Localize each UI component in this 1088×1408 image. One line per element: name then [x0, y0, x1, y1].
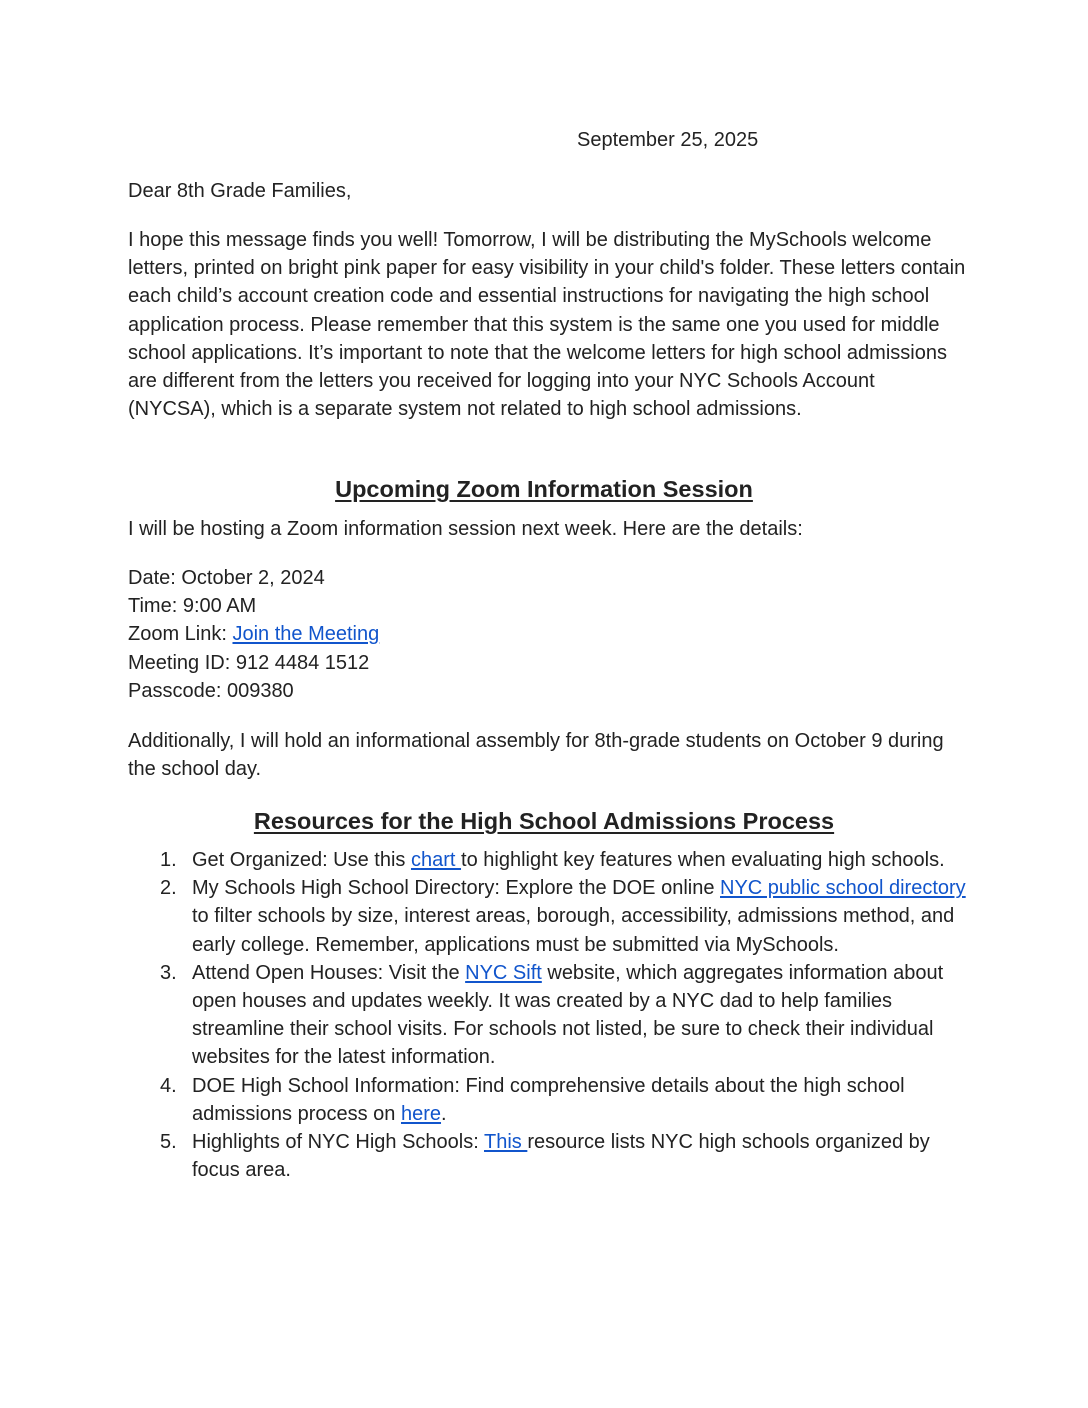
list-item-text: to filter schools by size, interest areas, borough, accessibility, admissions method, and early college. Remember, applications must be submitted via MySchools.: [192, 905, 955, 956]
resources-section-heading: Resources for the High School Admissions Process: [253, 808, 835, 834]
list-item: [128, 1072, 968, 1128]
meeting-link-label: Zoom Link:: [128, 623, 233, 646]
list-item-text: to highlight key features when evaluating high schools.: [461, 849, 945, 871]
list-item-number: 1.: [160, 849, 177, 871]
list-item-number: 3.: [160, 961, 177, 984]
list-item: [128, 959, 968, 1072]
meeting-time: Time: 9:00 AM: [128, 595, 257, 618]
doe-info-link[interactable]: here: [400, 1102, 442, 1125]
chart-link[interactable]: chart: [410, 849, 462, 871]
list-item-text: Highlights of NYC High Schools:: [192, 1131, 484, 1154]
list-item-text: resource lists NYC high schools organized by focus area.: [192, 1131, 930, 1182]
zoom-intro-text: I will be hosting a Zoom information session next week. Here are the details:: [128, 518, 803, 540]
list-item-text: My Schools High School Directory: Explore the DOE online: [192, 877, 721, 900]
salutation: Dear 8th Grade Families,: [128, 180, 352, 202]
list-item-text: Attend Open Houses: Visit the: [192, 961, 466, 984]
list-item-number: 2.: [160, 877, 177, 900]
letter-date: September 25, 2025: [577, 129, 759, 151]
meeting-passcode: Passcode: 009380: [128, 679, 294, 702]
list-item: [128, 1128, 968, 1184]
assembly-paragraph: Additionally, I will hold an informational assembly for 8th-grade students on October 9 during the school day.: [128, 730, 944, 781]
list-item: [128, 846, 968, 874]
list-item-text: .: [441, 1102, 447, 1125]
list-item-number: 5.: [160, 1131, 177, 1154]
meeting-link-row: [128, 620, 379, 648]
meeting-id: Meeting ID: 912 4484 1512: [128, 651, 370, 674]
meeting-details: [128, 564, 379, 705]
intro-paragraph: I hope this message finds you well! Tomorrow, I will be distributing the MySchools welcome letters, printed on bright pink paper for easy visibility in your child's folder. These letters contain each child’s account creation code and essential instructions for navigating the high school application process. Please remember that this system is the same one you used for middle school applications. It’s important to note that the welcome letters for high school admissions are different from the letters you received for logging into your NYC Schools Account (NYCSA), which is a separate system not related to high school admissions.: [128, 229, 966, 421]
school-directory-link[interactable]: NYC public school directory: [720, 877, 966, 900]
list-item-text: DOE High School Information: Find comprehensive details about the high school admissions process on: [192, 1074, 905, 1125]
list-item: [128, 874, 968, 959]
list-item-text: Get Organized: Use this: [192, 849, 411, 871]
list-item-number: 4.: [160, 1074, 177, 1097]
meeting-date: Date: October 2, 2024: [128, 567, 325, 589]
highlights-link[interactable]: This: [484, 1131, 528, 1154]
join-meeting-link[interactable]: Join the Meeting: [232, 623, 380, 646]
resources-list: [128, 846, 968, 1184]
nyc-sift-link[interactable]: NYC Sift: [465, 961, 542, 984]
list-item-text: website, which aggregates information about open houses and updates weekly. It was created by a NYC dad to help families streamline their school visits. For schools not listed, be sure to check their individual websites for the latest information.: [192, 961, 944, 1069]
zoom-section-heading: Upcoming Zoom Information Session: [335, 476, 753, 502]
